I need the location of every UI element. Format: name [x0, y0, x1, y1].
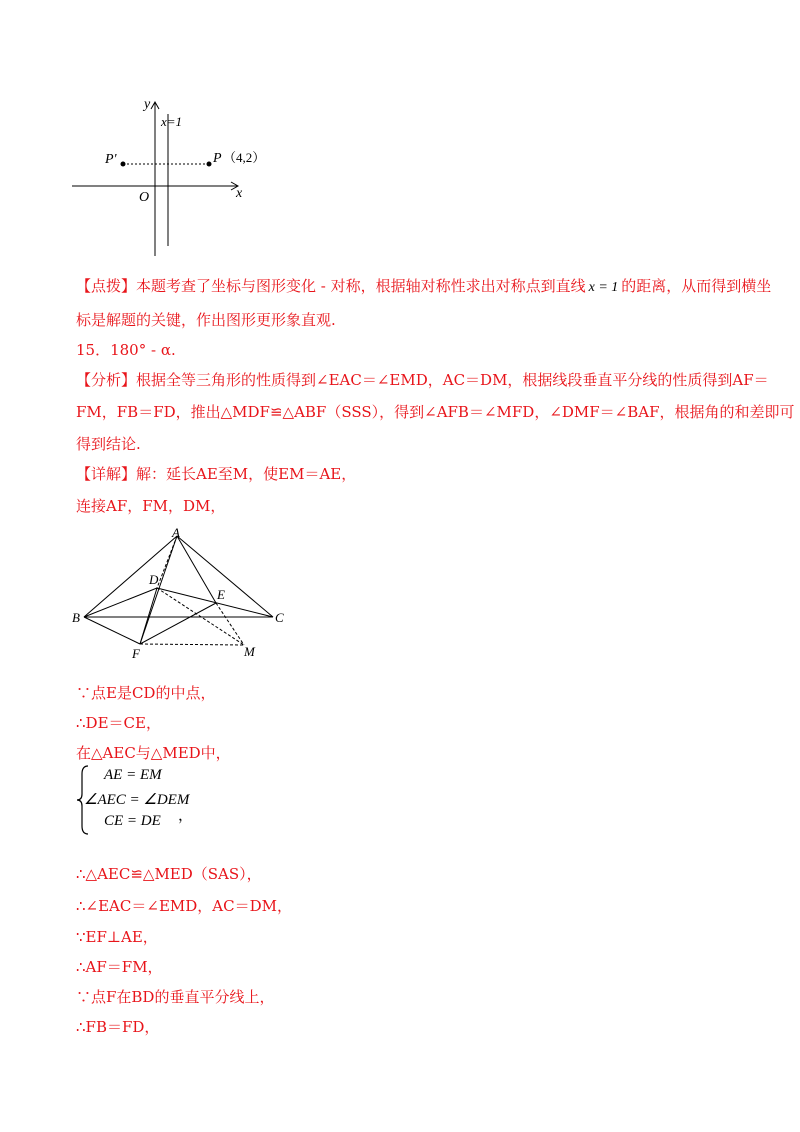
segment-bf: [84, 617, 140, 644]
proof-line-1: ∵点E是CD的中点，: [76, 684, 216, 702]
label-c: C: [275, 610, 284, 625]
label-m: M: [244, 644, 255, 659]
coordinate-figure: [66, 96, 266, 262]
hint-formula: x = 1: [588, 280, 619, 295]
proof-line-3: 在△AEC与△MED中，: [76, 744, 231, 762]
point-p-prime-label: P': [105, 152, 117, 167]
proof-line-2: ∴DE＝CE，: [76, 714, 161, 732]
proof-line-7: ∴AF＝FM，: [76, 958, 163, 976]
hint-line-1: [76, 276, 771, 298]
segment-fm-dashed: [140, 644, 244, 645]
segment-fe: [140, 603, 216, 644]
system-comma: ，: [178, 808, 194, 824]
detail-line-2: 连接AF，FM，DM，: [76, 497, 226, 515]
hint-line-2: 标是解题的关键，作出图形更形象直观.: [76, 311, 336, 329]
proof-line-6: ∵EF⊥AE，: [76, 928, 158, 946]
answer-15: 15．180° - α.: [76, 341, 176, 359]
label-a: A: [172, 526, 180, 540]
analysis-line-2: FM，FB＝FD，推出△MDF≌△ABF（SSS），得到∠AFB＝∠MFD，∠DMF＝∠BAF，根据角的和差即可: [76, 403, 795, 421]
line-label: x=1: [161, 114, 183, 129]
segment-ae: [177, 536, 216, 603]
system-row-2: ∠AEC = ∠DEM: [84, 792, 190, 808]
x-axis-label: x: [236, 186, 243, 201]
geometry-figure: [66, 526, 296, 662]
segment-bd: [84, 588, 157, 617]
detail-line-1: 【详解】解：延长AE至M，使EM＝AE，: [76, 465, 357, 483]
origin-label: O: [139, 190, 150, 205]
system-row-3: CE = DE: [104, 813, 161, 829]
proof-line-5: ∴∠EAC＝∠EMD，AC＝DM，: [76, 897, 292, 915]
hint-text-a: 本题考查了坐标与图形变化 - 对称，根据轴对称性求出对称点到直线: [136, 277, 586, 295]
label-e: E: [217, 587, 225, 602]
analysis-line-1: 【分析】根据全等三角形的性质得到∠EAC＝∠EMD，AC＝DM，根据线段垂直平分线的性质得到AF＝: [76, 371, 769, 389]
point-p-label: P: [213, 151, 222, 166]
system-row-1: AE = EM: [104, 767, 162, 783]
equation-system: [76, 764, 216, 836]
segment-em-dashed: [216, 603, 244, 645]
hint-text-b: 的距离，从而得到横坐: [621, 277, 772, 295]
label-f: F: [132, 646, 140, 661]
proof-line-8: ∵点F在BD的垂直平分线上，: [76, 988, 275, 1006]
label-d: D: [149, 572, 159, 587]
point-p: [207, 162, 212, 167]
label-b: B: [72, 610, 80, 625]
analysis-line-3: 得到结论.: [76, 435, 141, 453]
point-p-prime: [121, 162, 126, 167]
hint-tag: 【点拨】: [76, 277, 137, 295]
point-p-coords: （4,2）: [223, 150, 266, 165]
proof-line-4: ∴△AEC≌△MED（SAS），: [76, 865, 262, 883]
y-axis-label: y: [144, 97, 151, 112]
proof-line-9: ∴FB＝FD，: [76, 1018, 160, 1036]
